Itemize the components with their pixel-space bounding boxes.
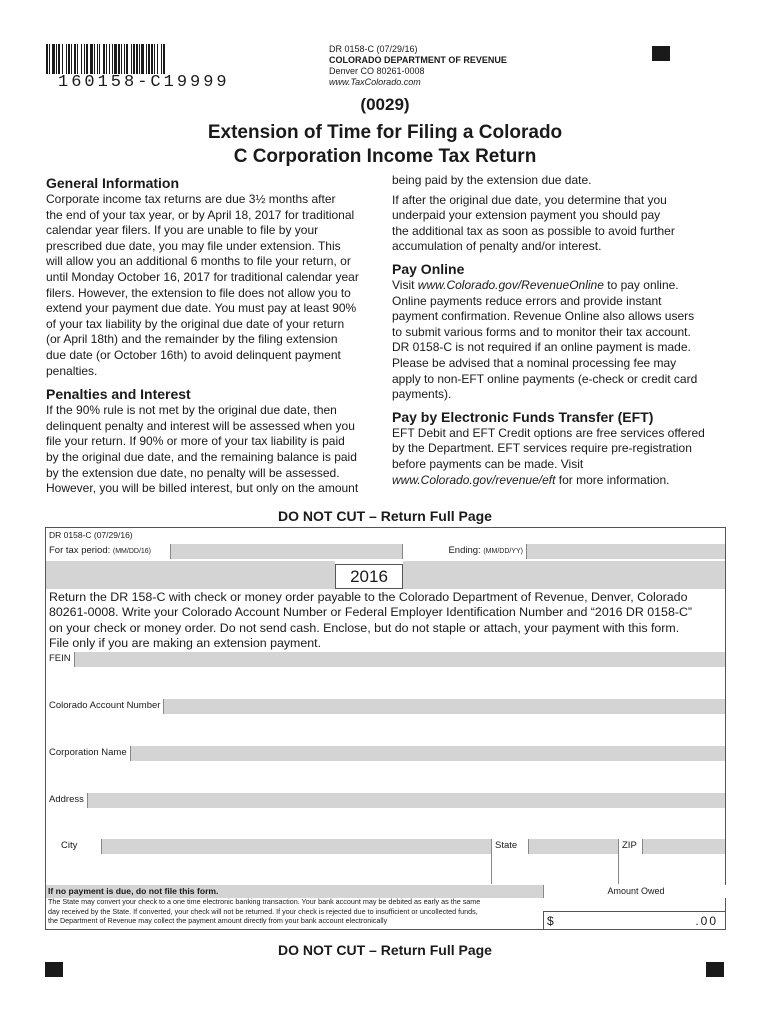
registration-mark: [652, 46, 670, 61]
pay-online-line: payment confirmation. Revenue Online also allows users: [392, 309, 695, 324]
conversion-notice-line: The State may convert your check to a one time electronic banking transaction. Your bank account may be debited as early as the same: [48, 897, 481, 906]
general-info-line: the end of your tax year, or by April 18, 2017 for traditional: [46, 207, 355, 222]
eft-line: by the Department. EFT services require pre-registration: [392, 441, 692, 456]
visit-text: Visit: [392, 277, 418, 292]
title-line-1: Extension of Time for Filing a Colorado: [207, 122, 563, 143]
conversion-notice: [48, 897, 542, 926]
tax-period-text: For tax period:: [49, 545, 111, 556]
corp-label: Corporation Name: [46, 746, 131, 761]
penalties-line: delinquent penalty and interest will be assessed when you: [46, 418, 355, 433]
penalties-line: by the extension due date, no penalty will be assessed.: [46, 465, 340, 480]
eft-line: EFT Debit and EFT Credit options are free services offered: [392, 425, 705, 440]
address-row: [46, 793, 725, 808]
general-info-line: due date (or October 16th) to avoid delinquent payment: [46, 347, 341, 362]
underpaid-line: accumulation of penalty and/or interest.: [392, 239, 602, 254]
general-info-text: [46, 192, 381, 379]
cents: .00: [695, 914, 718, 928]
page-title: [0, 121, 770, 169]
state-input[interactable]: [491, 854, 619, 884]
general-info-line: filers. However, the extension to file does not allow you to: [46, 285, 351, 300]
pay-online-line: to submit various forms and to monitor their tax account.: [392, 324, 691, 339]
ending-date-input[interactable]: [524, 544, 724, 559]
do-not-cut-bottom: DO NOT CUT – Return Full Page: [278, 942, 492, 958]
general-info-line: calendar year filers. If you are unable to file by your: [46, 223, 319, 238]
department-name: COLORADO DEPARTMENT OF REVENUE: [329, 55, 507, 65]
underpaid-line: If after the original due date, you determine that you: [392, 192, 667, 207]
eft-text: [392, 426, 732, 473]
tax-period-input[interactable]: [170, 544, 402, 559]
year-shade-right: [403, 561, 725, 589]
department-website: www.TaxColorado.com: [329, 77, 421, 87]
fein-label: FEIN: [46, 652, 75, 667]
state-label: State: [491, 839, 529, 854]
dollar-sign: $: [547, 914, 554, 928]
tax-period-row: [46, 544, 725, 559]
city-row: [46, 839, 725, 854]
pay-online-text: [392, 294, 732, 403]
corp-name-input[interactable]: [46, 761, 725, 792]
voucher-instructions: [46, 590, 725, 651]
tax-period-format: (MM/DD/16): [112, 548, 152, 555]
corp-row: [46, 746, 725, 761]
general-info-heading: General Information: [46, 175, 180, 191]
eft-after: for more information.: [555, 472, 670, 487]
continued-line: being paid by the extension due date.: [392, 173, 592, 187]
revenue-online-link[interactable]: www.Colorado.gov/RevenueOnline: [417, 277, 604, 292]
penalties-line: file your return. If 90% or more of your tax liability is paid: [46, 434, 345, 449]
city-state-zip-row: [46, 854, 725, 884]
left-column: [46, 174, 381, 497]
zip-input[interactable]: [618, 854, 726, 884]
general-info-line: will allow you an additional 6 months to file your return, or: [46, 254, 351, 269]
pay-online-heading: Pay Online: [392, 260, 465, 277]
ending-label: [402, 544, 527, 559]
pay-online-line: DR 0158-C is not required if an online payment is made.: [392, 340, 691, 355]
agency-header: [329, 44, 507, 88]
amount-owed-input[interactable]: [543, 911, 726, 930]
eft-link[interactable]: www.Colorado.gov/revenue/eft: [392, 472, 556, 487]
account-label: Colorado Account Number: [46, 699, 164, 714]
eft-link-line: [392, 473, 732, 489]
amount-owed-label: Amount Owed: [543, 885, 728, 898]
pay-online-line: apply to non-EFT online payments (e-check or credit card: [392, 371, 698, 386]
account-input[interactable]: [46, 714, 725, 745]
eft-line: before payments can be made. Visit: [392, 456, 584, 471]
penalties-line: However, you will be billed interest, but only on the amount: [46, 481, 359, 496]
underpaid-text: [392, 193, 732, 255]
ending-format: (MM/DD/YY): [483, 548, 523, 555]
tax-period-label: [46, 544, 171, 559]
year-shade-left: [46, 561, 335, 589]
penalties-text: [46, 403, 381, 497]
general-info-line: extend your payment due date. You must pay at least 90%: [46, 301, 357, 316]
general-info-line: penalties.: [46, 363, 98, 378]
ending-text: Ending:: [448, 545, 481, 556]
voucher-form-id: DR 0158-C (07/29/16): [49, 530, 133, 540]
title-line-2: C Corporation Income Tax Return: [233, 146, 537, 167]
year-row: [46, 561, 725, 589]
pay-online-line: Please be advised that a nominal processing fee may: [392, 355, 677, 370]
fein-row: [46, 652, 725, 667]
city-label: City: [46, 839, 102, 854]
general-info-line: (or April 18th) and the remainder by the filing extension: [46, 332, 338, 347]
penalties-heading: Penalties and Interest: [46, 386, 191, 403]
do-not-cut-top: DO NOT CUT – Return Full Page: [278, 508, 492, 524]
instruction-line: 80261-0008. Write your Colorado Account Number or Federal Employer Identification Number and “2016 DR 0158-C”: [49, 605, 693, 620]
barcode: [46, 44, 286, 74]
penalties-line: by the original due date, and the remaining balance is paid: [46, 449, 357, 464]
zip-label: ZIP: [618, 839, 643, 854]
registration-mark-bottom-right: [706, 962, 724, 977]
pay-online-visit: [392, 278, 732, 294]
pay-online-after: to pay online.: [603, 277, 679, 292]
address-input[interactable]: [46, 808, 725, 838]
general-info-line: prescribed due date, you may file under extension. This: [46, 238, 341, 253]
tax-year: 2016: [335, 564, 403, 589]
address-label: Address: [46, 793, 88, 808]
penalties-line: If the 90% rule is not met by the original due date, then: [46, 403, 337, 418]
instruction-line: Return the DR 158-C with check or money order payable to the Colorado Department of Revenue, Denver, Colorado: [49, 590, 688, 604]
payment-voucher: [45, 527, 726, 930]
city-input[interactable]: [46, 854, 491, 884]
form-id: DR 0158-C (07/29/16): [329, 44, 418, 54]
barcode-number: 160158-C19999: [58, 73, 230, 92]
right-column: [392, 173, 732, 488]
underpaid-line: the additional tax as soon as possible to avoid further: [392, 223, 675, 238]
general-info-line: until Monday October 16, 2017 for traditional calendar year: [46, 269, 359, 284]
pay-online-line: payments).: [392, 387, 452, 402]
pay-online-line: Online payments reduce errors and provide instant: [392, 293, 662, 308]
instruction-line: File only if you are making an extension payment.: [49, 635, 322, 650]
registration-mark-bottom-left: [45, 962, 63, 977]
instruction-line: on your check or money order. Do not send cash. Enclose, but do not staple or attach, your payment with this form.: [49, 620, 680, 635]
conversion-notice-line: the Department of Revenue may collect the payment amount directly from your bank account electronically: [48, 916, 388, 925]
conversion-notice-line: day received by the State. If converted, your check will not be returned. If your check is rejected due to insufficient or uncollected funds,: [48, 906, 478, 916]
underpaid-line: underpaid your extension payment you should pay: [392, 208, 661, 223]
penalties-continued-text: [392, 173, 732, 189]
fein-input[interactable]: [46, 667, 725, 698]
no-payment-notice: If no payment is due, do not file this form.: [48, 886, 219, 896]
barcode-bar: [165, 44, 167, 74]
account-row: [46, 699, 725, 714]
general-info-line: of your tax liability by the original due date of your return: [46, 316, 345, 331]
department-city: Denver CO 80261-0008: [329, 66, 425, 76]
eft-heading: Pay by Electronic Funds Transfer (EFT): [392, 408, 654, 425]
form-code: (0029): [360, 95, 410, 114]
general-info-line: Corporate income tax returns are due 3½ months after: [46, 192, 336, 206]
